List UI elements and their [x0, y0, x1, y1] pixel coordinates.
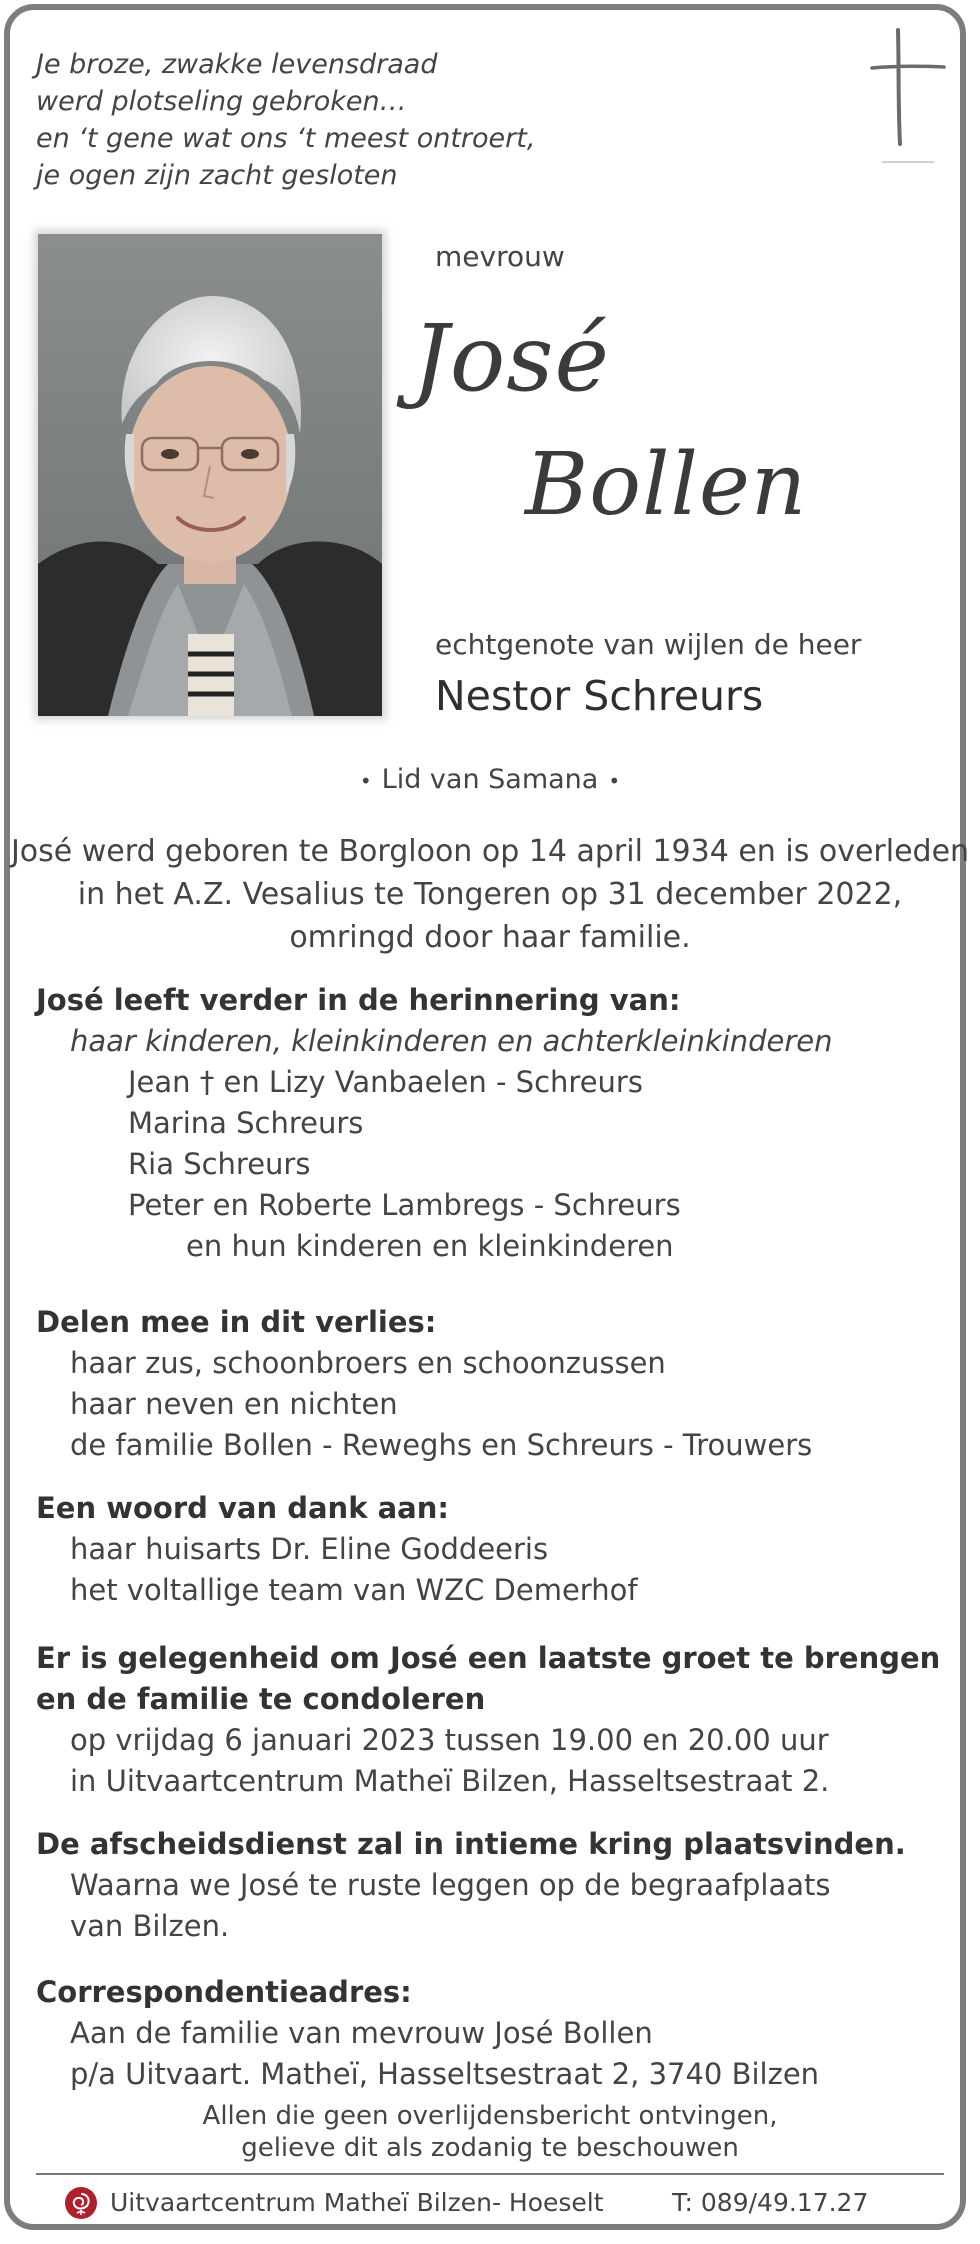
section-line: Aan de familie van mevrouw José Bollen [70, 2016, 653, 2050]
biography [0, 830, 980, 959]
notice [0, 2100, 980, 2164]
rose-logo-icon [64, 2186, 98, 2220]
cross-icon [868, 26, 948, 166]
deceased-first-name: José [412, 305, 610, 412]
section-line: op vrijdag 6 januari 2023 tussen 19.00 en 20.00 uur [70, 1723, 829, 1757]
sharing-section [36, 1302, 812, 1466]
thanks-section [36, 1488, 638, 1611]
poem-line: je ogen zijn zacht gesloten [36, 160, 398, 191]
spouse-label: echtgenote van wijlen de heer [435, 628, 862, 661]
remembrance-section [36, 980, 833, 1267]
section-line: van Bilzen. [70, 1909, 230, 1943]
footer-divider [36, 2173, 944, 2175]
poem-line: en ‘t gene wat ons ‘t meest ontroert, [36, 123, 536, 154]
bullet-icon: • [608, 768, 621, 793]
poem-line: werd plotseling gebroken… [36, 86, 407, 117]
family-member: Peter en Roberte Lambregs - Schreurs [128, 1188, 681, 1222]
section-line: haar huisarts Dr. Eline Goddeeris [70, 1532, 549, 1566]
section-heading: Een woord van dank aan: [36, 1491, 449, 1525]
section-line: haar neven en nichten [70, 1387, 398, 1421]
deceased-last-name: Bollen [525, 435, 808, 535]
funeral-home-name: Uitvaartcentrum Matheï Bilzen- Hoeselt [110, 2188, 604, 2217]
section-line: p/a Uitvaart. Matheï, Hasseltsestraat 2, 3740 Bilzen [70, 2057, 820, 2091]
correspondence-section [36, 1972, 819, 2095]
poem [36, 46, 535, 194]
section-line: in Uitvaartcentrum Matheï Bilzen, Hasseltsestraat 2. [70, 1764, 830, 1798]
section-heading: Delen mee in dit verlies: [36, 1305, 437, 1339]
bio-line: omringd door haar familie. [289, 920, 691, 955]
poem-line: Je broze, zwakke levensdraad [36, 49, 438, 80]
bio-line: José werd geboren te Borgloon op 14 april 1934 en is overleden [10, 834, 970, 869]
section-heading: Er is gelegenheid om José een laatste groet te brengen [36, 1641, 941, 1675]
section-line: de familie Bollen - Reweghs en Schreurs - Trouwers [70, 1428, 813, 1462]
condolence-section [36, 1638, 940, 1802]
notice-line: gelieve dit als zodanig te beschouwen [241, 2133, 739, 2163]
section-heading: Correspondentieadres: [36, 1975, 412, 2009]
section-heading: De afscheidsdienst zal in intieme kring plaatsvinden. [36, 1827, 906, 1861]
family-member: Jean † en Lizy Vanbaelen - Schreurs [128, 1065, 643, 1099]
membership-line [0, 764, 980, 795]
honorific: mevrouw [435, 240, 565, 273]
portrait-photo [38, 234, 382, 716]
spouse-name: Nestor Schreurs [435, 672, 764, 720]
section-line: het voltallige team van WZC Demerhof [70, 1573, 638, 1607]
family-member: Ria Schreurs [128, 1147, 311, 1181]
section-line: haar zus, schoonbroers en schoonzussen [70, 1346, 666, 1380]
family-intro: haar kinderen, kleinkinderen en achterkleinkinderen [70, 1024, 833, 1058]
section-heading: José leeft verder in de herinnering van: [36, 983, 681, 1017]
membership-text: Lid van Samana [381, 764, 599, 795]
notice-line: Allen die geen overlijdensbericht ontvingen, [202, 2101, 778, 2131]
service-section [36, 1824, 906, 1947]
bullet-icon: • [359, 768, 372, 793]
bio-line: in het A.Z. Vesalius te Tongeren op 31 december 2022, [77, 877, 903, 912]
family-member: Marina Schreurs [128, 1106, 364, 1140]
section-line: Waarna we José te ruste leggen op de begraafplaats [70, 1868, 831, 1902]
section-heading: en de familie te condoleren [36, 1682, 486, 1716]
family-closing: en hun kinderen en kleinkinderen [186, 1229, 674, 1263]
footer [36, 2186, 944, 2222]
phone-number: T: 089/49.17.27 [672, 2188, 869, 2217]
